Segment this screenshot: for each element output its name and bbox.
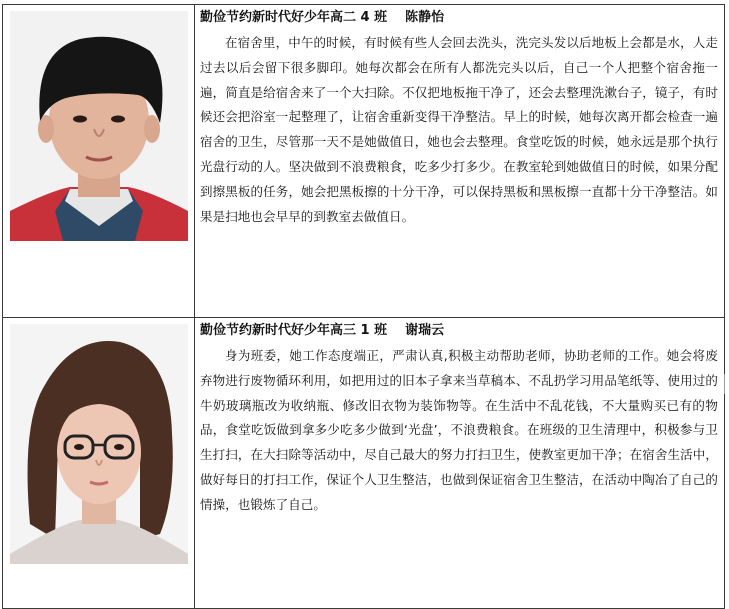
portrait-girl-image [10, 324, 188, 564]
description-text: 身为班委，她工作态度端正，严肃认真,积极主动帮助老师，协助老师的工作。她会将废弃物进行废物循环利用，如把用过的旧本子拿来当草稿本、不乱扔学习用品笔纸等、使用过的牛奶玻璃瓶改为收纳瓶、修改旧衣物为装饰物等。在生活中不乱花钱，不大量购买已有的物品，食堂吃饭做到拿多少吃多少做到‘光盘’，不浪费粮食。在班级的卫生清理中，积极参与卫生打扫，在大扫除等活动中，尽自己最大的努力打扫卫生，使教室更加干净；在宿舍生活中，做好每日的打扫工作，保证个人卫生整洁，也做到保证宿舍卫生整洁，在活动中陶冶了自己的情操，也锻炼了自己。 [200, 348, 718, 512]
entry-title [200, 7, 720, 29]
photo-cell [3, 5, 195, 318]
student-photo-1 [10, 11, 188, 245]
description-cell [195, 5, 725, 318]
description-cell [195, 318, 725, 609]
student-table [2, 4, 725, 609]
class-title: 勤俭节约新时代好少年高三 1 班 [200, 323, 388, 338]
student-name: 陈静怡 [405, 10, 445, 25]
description-text: 在宿舍里，中午的时候，有时候有些人会回去洗头，洗完头发以后地板上会都是水，人走过去以后会留下很多脚印。她每次都会在所有人都洗完头以后，自己一个人把整个宿舍拖一遍，简直是给宿舍来了一个大扫除。不仅把地板拖干净了，还会去整理洗漱台子，镜子，有时候还会把浴室一起整理了，让宿舍重新变得干净整洁。早上的时候，她每次离开都会检查一遍宿舍的卫生，尽管那一天不是她做值日，她也会去整理。食堂吃饭的时候，她永远是那个执行光盘行动的人。坚决做到不浪费粮食，吃多少打多少。在教室轮到她做值日的时候，如果分配到擦黑板的任务，她会把黑板擦的十分干净，可以保持黑板和黑板擦一直都十分干净整洁。如果是扫地也会早早的到教室去做值日。 [200, 35, 718, 224]
class-title: 勤俭节约新时代好少年高二 4 班 [200, 10, 388, 25]
table-row [3, 318, 725, 609]
page-edge-marker [724, 374, 729, 394]
portrait-boy-image [10, 11, 188, 241]
photo-cell [3, 318, 195, 609]
entry-title [200, 320, 720, 342]
student-photo-2 [10, 324, 188, 568]
student-name: 谢瑞云 [405, 323, 445, 338]
table-row [3, 5, 725, 318]
